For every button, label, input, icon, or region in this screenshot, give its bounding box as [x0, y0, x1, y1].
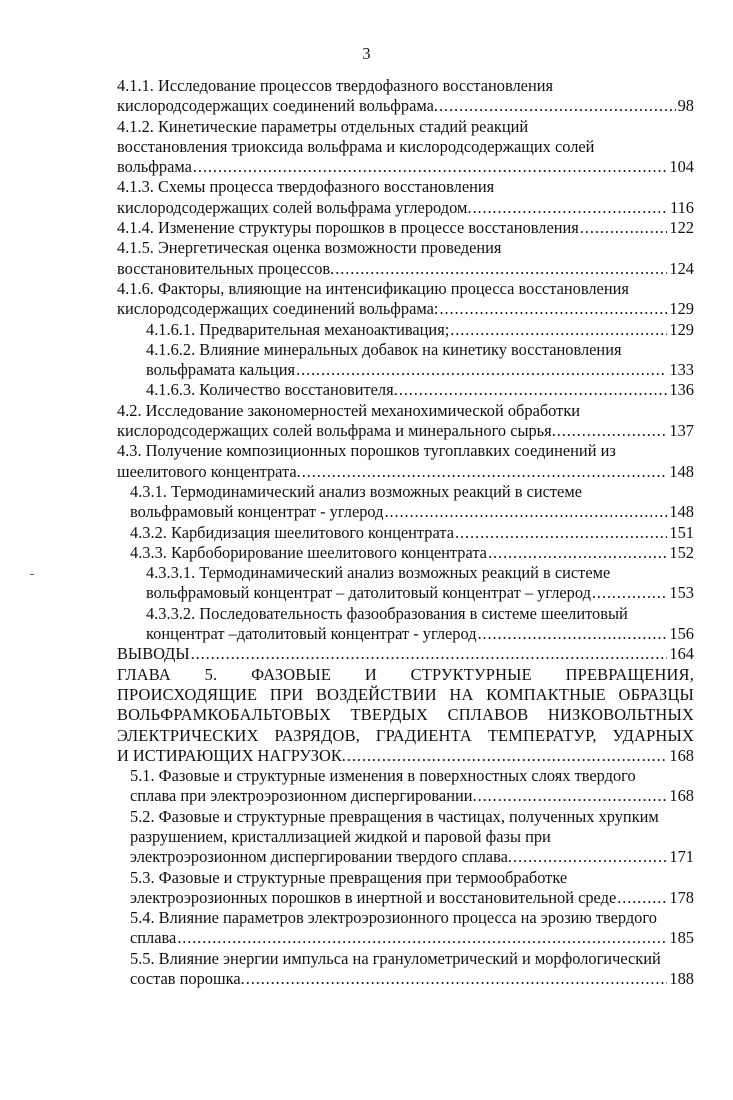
toc-page-number: 171: [669, 847, 694, 867]
toc-line: состав порошка.: [130, 969, 245, 989]
toc-line: ВЫВОДЫ: [117, 644, 190, 664]
toc-line: 4.3.3.1. Термодинамический анализ возможных реакций в системе: [146, 563, 611, 583]
toc-page-number: 148: [669, 461, 694, 481]
toc-page-number: 152: [669, 542, 694, 562]
toc-line: 4.1.5. Энергетическая оценка возможности проведения: [117, 238, 502, 258]
toc-line: шеелитового концентрата.: [117, 461, 301, 481]
toc-line: 4.3. Получение композиционных порошков тугоплавких соединений из: [117, 441, 616, 461]
toc-page-number: 185: [669, 928, 694, 948]
dot-leader: [450, 320, 667, 340]
toc-entry-chapter-5[interactable]: [117, 665, 694, 766]
toc-entry-5-1[interactable]: [130, 766, 694, 807]
toc-line: ВОЛЬФРАМКОБАЛЬТОВЫХ ТВЕРДЫХ СПЛАВОВ НИЗКОВОЛЬТНЫХ: [117, 705, 694, 725]
dot-leader: [439, 96, 676, 116]
toc-line: концентрат –датолитовый концентрат - углерод: [146, 624, 477, 644]
toc-entry-4-3-3-2[interactable]: [146, 604, 694, 645]
dot-leader: [478, 786, 668, 806]
toc-line: вольфрамата кальция: [146, 360, 296, 380]
dot-leader: [472, 198, 668, 218]
toc-page-number: 151: [669, 522, 694, 542]
toc-line: восстановления триоксида вольфрама и кислородсодержащих солей: [117, 136, 595, 156]
toc-entry-4-2[interactable]: [117, 401, 694, 442]
dot-leader: [557, 421, 668, 441]
toc-line: ПРОИСХОДЯЩИЕ ПРИ ВОЗДЕЙСТВИИ НА КОМПАКТНЫЕ ОБРАЗЦЫ: [117, 684, 694, 704]
dot-leader: [347, 746, 668, 766]
dot-leader: [580, 218, 668, 238]
dot-leader: [191, 644, 668, 664]
toc-line: 4.1.6.3. Количество восстановителя.: [146, 380, 398, 400]
dot-leader: [384, 502, 667, 522]
toc-line: разрушением, кристаллизацией жидкой и паровой фазы при: [130, 826, 551, 846]
toc-entry-4-1-6[interactable]: [117, 279, 694, 320]
dot-leader: [246, 969, 668, 989]
dot-leader: [399, 380, 668, 400]
dot-leader: [439, 299, 667, 319]
table-of-contents: [0, 76, 733, 989]
toc-entry-5-4[interactable]: [130, 908, 694, 949]
toc-line: электроэрозионных порошков в инертной и восстановительной среде: [130, 887, 617, 907]
toc-line: 4.3.1. Термодинамический анализ возможных реакций в системе: [130, 481, 582, 501]
toc-line: 5.1. Фазовые и структурные изменения в поверхностных слоях твердого: [130, 766, 636, 786]
toc-line: 4.1.4. Изменение структуры порошков в процессе восстановления: [117, 218, 579, 238]
toc-entry-5-3[interactable]: [130, 868, 694, 909]
toc-entry-4-1-2[interactable]: [117, 117, 694, 178]
toc-line: 4.1.6.2. Влияние минеральных добавок на кинетику восстановления: [146, 339, 622, 359]
toc-line: ЭЛЕКТРИЧЕСКИХ РАЗРЯДОВ, ГРАДИЕНТА ТЕМПЕРАТУР, УДАРНЫХ: [117, 725, 694, 745]
toc-line: 4.1.2. Кинетические параметры отдельных стадий реакций: [117, 116, 529, 136]
toc-line: 5.5. Влияние энергии импульса на гранулометрический и морфологический: [130, 948, 661, 968]
dot-leader: [302, 462, 668, 482]
toc-entry-4-1-4[interactable]: [117, 218, 694, 238]
toc-line: 5.3. Фазовые и структурные превращения при термообработке: [130, 867, 568, 887]
toc-line: 4.2. Исследование закономерностей механохимической обработки: [117, 400, 581, 420]
toc-page-number: 98: [677, 96, 694, 116]
toc-line: 5.2. Фазовые и структурные превращения в частицах, полученных хрупким: [130, 806, 659, 826]
toc-page-number: 124: [669, 258, 694, 278]
toc-page-number: 136: [669, 380, 694, 400]
dot-leader: [488, 543, 667, 563]
toc-page-number: 148: [669, 502, 694, 522]
toc-page-number: 104: [669, 157, 694, 177]
toc-line: кислородсодержащих соединений вольфрама:: [117, 299, 439, 319]
toc-entry-conclusions[interactable]: [117, 644, 694, 664]
toc-page-number: 129: [669, 319, 694, 339]
toc-line: ГЛАВА 5. ФАЗОВЫЕ И СТРУКТУРНЫЕ ПРЕВРАЩЕНИЯ,: [117, 664, 694, 684]
toc-line: вольфрамовый концентрат - углерод: [130, 502, 384, 522]
toc-line: вольфрама: [117, 157, 192, 177]
toc-line: 4.3.3.2. Последовательность фазообразования в системе шеелитовый: [146, 603, 628, 623]
toc-line: кислородсодержащих соединений вольфрама.: [117, 96, 439, 116]
toc-entry-4-3-3-1[interactable]: [146, 563, 694, 604]
toc-line: 4.3.3. Карбоборирование шеелитового концентрата: [130, 542, 487, 562]
toc-page-number: 116: [670, 197, 694, 217]
toc-entry-5-2[interactable]: [130, 807, 694, 868]
toc-entry-4-1-6-1[interactable]: [146, 320, 694, 340]
dot-leader: [617, 888, 667, 908]
toc-line: кислородсодержащих солей вольфрама и минерального сырья.: [117, 421, 556, 441]
toc-entry-4-3-2[interactable]: [130, 523, 694, 543]
dot-leader: [296, 360, 667, 380]
toc-page-number: 168: [669, 786, 694, 806]
toc-page-number: 153: [669, 583, 694, 603]
toc-line: 4.1.6. Факторы, влияющие на интенсификацию процесса восстановления: [117, 278, 629, 298]
toc-entry-4-3-1[interactable]: [130, 482, 694, 523]
toc-line: 4.1.6.1. Предварительная механоактивация;: [146, 319, 450, 339]
toc-entry-4-1-3[interactable]: [117, 177, 694, 218]
toc-page-number: 129: [669, 299, 694, 319]
toc-entry-4-1-5[interactable]: [117, 238, 694, 279]
dot-leader: [478, 624, 668, 644]
dot-leader: [335, 259, 667, 279]
toc-line: 4.1.3. Схемы процесса твердофазного восстановления: [117, 177, 495, 197]
toc-line: вольфрамовый концентрат – датолитовый концентрат – углерод: [146, 583, 591, 603]
toc-line: сплава: [130, 928, 177, 948]
toc-line: 5.4. Влияние параметров электроэрозионного процесса на эрозию твердого: [130, 908, 657, 928]
toc-line: 4.3.2. Карбидизация шеелитового концентрата: [130, 522, 454, 542]
toc-line: электроэрозионном диспергировании твердого сплава.: [130, 847, 512, 867]
dot-leader: [177, 928, 667, 948]
toc-page-number: 133: [669, 360, 694, 380]
toc-line: кислородсодержащих солей вольфрама углеродом.: [117, 197, 472, 217]
toc-page-number: 178: [669, 887, 694, 907]
toc-entry-4-3-3[interactable]: [130, 543, 694, 563]
toc-line: 4.1.1. Исследование процессов твердофазного восстановления: [117, 76, 554, 95]
toc-page-number: 188: [669, 969, 694, 989]
dot-leader: [592, 583, 667, 603]
toc-line: сплава при электроэрозионном диспергировании.: [130, 786, 477, 806]
dot-leader: [513, 847, 667, 867]
toc-entry-4-1-6-2[interactable]: [146, 340, 694, 381]
toc-line: И ИСТИРАЮЩИХ НАГРУЗОК.: [117, 745, 346, 765]
page-number: 3: [362, 44, 371, 63]
toc-entry-5-5[interactable]: [130, 949, 694, 990]
dot-leader: [455, 523, 667, 543]
toc-page-number: 137: [669, 421, 694, 441]
toc-line: восстановительных процессов.: [117, 258, 335, 278]
toc-entry-4-1-1[interactable]: [117, 76, 694, 117]
toc-page-number: 122: [669, 218, 694, 238]
toc-entry-4-3[interactable]: [117, 441, 694, 482]
toc-page-number: 156: [669, 624, 694, 644]
margin-mark: [30, 574, 34, 575]
toc-page-number: 164: [669, 644, 694, 664]
dot-leader: [193, 157, 668, 177]
toc-page-number: 168: [669, 745, 694, 765]
toc-entry-4-1-6-3[interactable]: [146, 380, 694, 400]
